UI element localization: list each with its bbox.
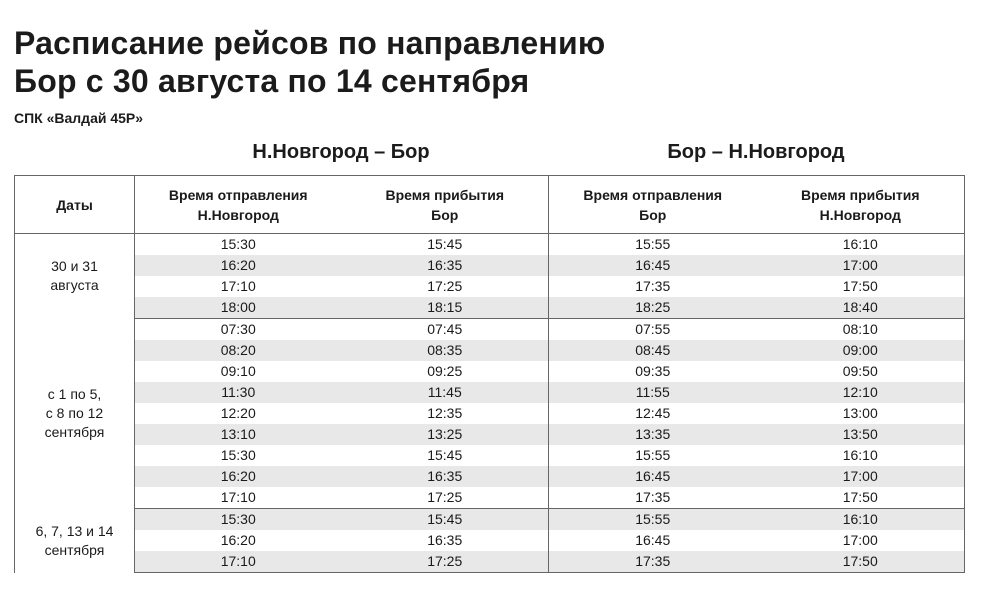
column-header-line: Н.Новгород: [819, 206, 901, 223]
table-row: [15, 276, 965, 297]
column-header-line: Н.Новгород: [197, 206, 279, 223]
time-cell-depart-nnovgorod: 15:30: [135, 445, 342, 466]
time-cell-arrive-nnovgorod: 08:10: [757, 319, 965, 341]
time-cell-depart-bor: 12:45: [549, 403, 757, 424]
table-row: [15, 319, 965, 341]
time-cell-arrive-bor: 11:45: [342, 382, 549, 403]
direction-heading-nnovgorod-bor: Н.Новгород – Бор: [252, 141, 430, 163]
date-range-cell: [15, 509, 135, 573]
time-cell-depart-nnovgorod: 16:20: [135, 466, 342, 487]
time-cell-depart-nnovgorod: 16:20: [135, 255, 342, 276]
time-cell-arrive-bor: 12:35: [427, 405, 463, 421]
date-range-line: сентября: [44, 541, 105, 558]
date-range-line: с 1 по 5,: [47, 386, 102, 402]
time-cell-arrive-nnovgorod: 17:00: [757, 530, 965, 551]
time-cell-depart-nnovgorod: 17:10: [135, 487, 342, 509]
time-cell-arrive-bor: 17:25: [342, 487, 549, 509]
table-row: [15, 297, 965, 319]
column-header-left-depart: [135, 176, 342, 234]
time-cell-depart-bor: 17:35: [549, 276, 757, 297]
page-title-line-1: Расписание рейсов по направлению: [14, 25, 606, 61]
schedule-body: [15, 234, 965, 573]
column-header-right-arrive: [757, 176, 965, 234]
date-range-line: 30 и 31: [51, 258, 98, 275]
date-range-line: августа: [50, 277, 99, 294]
column-header-dates: Даты: [15, 176, 135, 234]
date-range-line: 6, 7, 13 и 14: [35, 522, 114, 539]
time-cell-depart-nnovgorod: 11:30: [135, 382, 342, 403]
table-header-row: [15, 176, 965, 234]
time-cell-arrive-nnovgorod: 17:00: [757, 466, 965, 487]
time-cell-depart-bor: 17:35: [549, 551, 757, 573]
table-row: [15, 487, 965, 509]
time-cell-arrive-bor: 15:45: [427, 236, 463, 252]
table-row: [15, 255, 965, 276]
time-cell-depart-bor: 09:35: [549, 361, 757, 382]
time-cell-depart-nnovgorod: 16:20: [135, 530, 342, 551]
time-cell-depart-nnovgorod: 13:10: [135, 424, 342, 445]
time-cell-arrive-nnovgorod: 09:50: [757, 361, 965, 382]
table-row: [15, 530, 965, 551]
table-row: [15, 340, 965, 361]
time-cell-arrive-bor: 17:25: [427, 278, 463, 294]
table-row: [15, 403, 965, 424]
time-cell-arrive-nnovgorod: 17:50: [757, 551, 965, 573]
table-row: [15, 382, 965, 403]
page-title-line-2: Бор с 30 августа по 14 сентября: [14, 63, 530, 99]
page-title: [14, 24, 605, 100]
time-cell-arrive-nnovgorod: 17:00: [757, 255, 965, 276]
time-cell-depart-nnovgorod: 08:20: [135, 340, 342, 361]
table-row: [15, 466, 965, 487]
time-cell-depart-nnovgorod: 18:00: [135, 297, 342, 319]
table-row: [15, 424, 965, 445]
time-cell-arrive-nnovgorod: 17:50: [757, 276, 965, 297]
time-cell-arrive-bor: 08:35: [342, 340, 549, 361]
time-cell-arrive-bor: 18:15: [342, 297, 549, 319]
time-cell-depart-nnovgorod: 15:30: [135, 509, 342, 531]
date-range-line: с 8 по 12: [45, 405, 104, 421]
time-cell-depart-nnovgorod: 07:30: [135, 319, 342, 341]
time-cell-depart-bor: 15:55: [549, 509, 757, 531]
date-range-line: сентября: [44, 424, 105, 440]
time-cell-depart-bor: 15:55: [549, 445, 757, 466]
column-header-line: Время отправления: [168, 186, 308, 203]
column-header-left-arrive: [342, 176, 549, 234]
time-cell-depart-nnovgorod: 17:10: [135, 551, 342, 573]
time-cell-arrive-nnovgorod: 09:00: [757, 340, 965, 361]
time-cell-depart-bor: 16:45: [549, 255, 757, 276]
time-cell-depart-bor: 13:35: [549, 424, 757, 445]
time-cell-depart-nnovgorod: 12:20: [135, 403, 342, 424]
schedule-table: [14, 175, 965, 573]
column-header-line: Время прибытия: [800, 186, 920, 203]
date-range-cell: [15, 234, 135, 319]
time-cell-depart-bor: 11:55: [549, 382, 757, 403]
column-header-line: Бор: [431, 206, 459, 223]
time-cell-arrive-bor: 09:25: [427, 363, 463, 379]
time-cell-arrive-nnovgorod: 16:10: [757, 509, 965, 531]
vessel-name: СПК «Валдай 45Р»: [14, 110, 144, 126]
time-cell-arrive-nnovgorod: 16:10: [757, 234, 965, 256]
direction-heading-bor-nnovgorod: Бор – Н.Новгород: [667, 141, 845, 163]
time-cell-arrive-bor: 15:45: [427, 447, 463, 463]
table-row: [15, 509, 965, 531]
time-cell-arrive-nnovgorod: 16:10: [757, 445, 965, 466]
date-range-cell: [15, 319, 135, 509]
time-cell-depart-bor: 16:45: [549, 530, 757, 551]
time-cell-arrive-nnovgorod: 18:40: [757, 297, 965, 319]
time-cell-arrive-bor: 15:45: [342, 509, 549, 531]
time-cell-arrive-bor: 16:35: [427, 532, 463, 548]
time-cell-depart-bor: 17:35: [549, 487, 757, 509]
time-cell-arrive-nnovgorod: 12:10: [757, 382, 965, 403]
time-cell-depart-bor: 16:45: [549, 466, 757, 487]
time-cell-depart-nnovgorod: 09:10: [135, 361, 342, 382]
table-row: [15, 361, 965, 382]
table-row: [15, 234, 965, 256]
time-cell-arrive-nnovgorod: 13:00: [757, 403, 965, 424]
time-cell-depart-bor: 15:55: [549, 234, 757, 256]
time-cell-arrive-nnovgorod: 13:50: [757, 424, 965, 445]
time-cell-arrive-nnovgorod: 17:50: [757, 487, 965, 509]
time-cell-arrive-bor: 17:25: [342, 551, 549, 573]
time-cell-arrive-bor: 07:45: [427, 321, 463, 337]
time-cell-arrive-bor: 16:35: [342, 466, 549, 487]
column-header-line: Время прибытия: [385, 186, 505, 203]
table-row: [15, 551, 965, 573]
column-header-right-depart: [549, 176, 757, 234]
time-cell-depart-bor: 18:25: [549, 297, 757, 319]
time-cell-depart-nnovgorod: 17:10: [135, 276, 342, 297]
time-cell-depart-bor: 07:55: [549, 319, 757, 341]
time-cell-depart-bor: 08:45: [549, 340, 757, 361]
time-cell-depart-nnovgorod: 15:30: [135, 234, 342, 256]
column-header-line: Бор: [639, 206, 667, 223]
time-cell-arrive-bor: 13:25: [342, 424, 549, 445]
table-row: [15, 445, 965, 466]
column-header-line: Время отправления: [583, 186, 723, 203]
time-cell-arrive-bor: 16:35: [342, 255, 549, 276]
